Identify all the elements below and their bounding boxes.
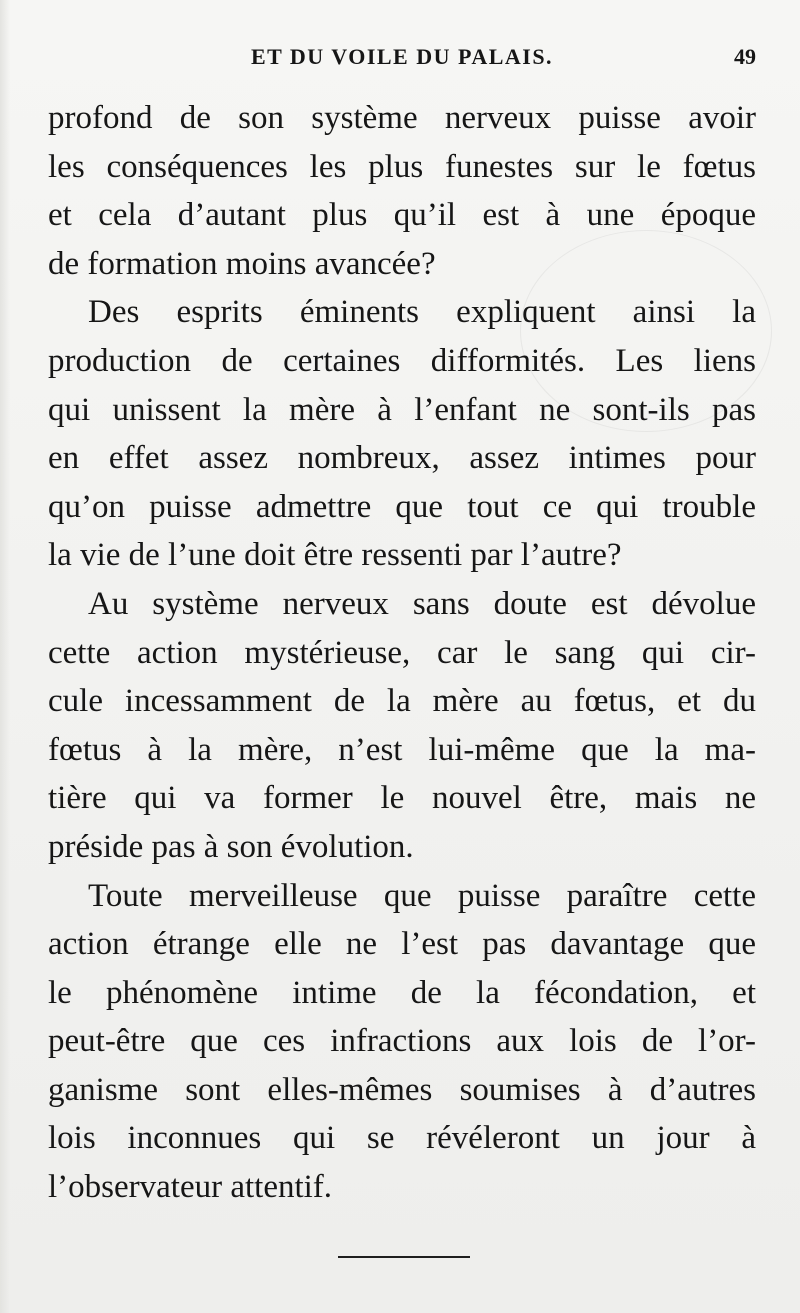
paragraph-3 (48, 580, 756, 872)
text-line: et cela d’autant plus qu’il est à une époque (48, 197, 756, 234)
text-line: Toute merveilleuse que puisse paraître cette (88, 877, 756, 914)
page-number: 49 (734, 44, 756, 69)
chapter-end-rule (338, 1256, 470, 1258)
text-line: qu’on puisse admettre que tout ce qui trouble (48, 488, 756, 525)
text-line: ganisme sont elles-mêmes soumises à d’autres (48, 1071, 756, 1108)
text-line: lois inconnues qui se révéleront un jour à (48, 1120, 756, 1157)
body-text (48, 94, 756, 1212)
text-line: de formation moins avancée? (48, 245, 436, 282)
text-line: le phénomène intime de la fécondation, et (48, 974, 756, 1011)
text-line: peut-être que ces infractions aux lois de l’or- (48, 1023, 756, 1060)
text-line: action étrange elle ne l’est pas davantage que (48, 926, 756, 963)
text-line: cette action mystérieuse, car le sang qui cir- (48, 634, 756, 671)
text-line: l’observateur attentif. (48, 1169, 333, 1206)
running-title: ET DU VOILE DU PALAIS. (250, 44, 554, 69)
text-line: tière qui va former le nouvel être, mais ne (48, 780, 756, 817)
paragraph-4 (48, 872, 756, 1212)
running-header (48, 40, 756, 76)
text-line: qui unissent la mère à l’enfant ne sont-ils pas (48, 391, 756, 428)
text-line: fœtus à la mère, n’est lui-même que la ma- (48, 731, 756, 768)
text-line: Au système nerveux sans doute est dévolue (88, 585, 756, 622)
text-line: la vie de l’une doit être ressenti par l’autre? (48, 537, 622, 574)
text-line: profond de son système nerveux puisse avoir (48, 100, 756, 136)
text-line: Des esprits éminents expliquent ainsi la (88, 294, 756, 331)
text-line: les conséquences les plus funestes sur le fœtus (48, 148, 756, 185)
paragraph-1 (48, 94, 756, 288)
page-edge-shadow (0, 0, 10, 1313)
text-line: préside pas à son évolution. (48, 828, 414, 865)
text-line: production de certaines difformités. Les liens (48, 342, 756, 379)
text-line: cule incessamment de la mère au fœtus, et du (48, 683, 756, 720)
text-line: en effet assez nombreux, assez intimes pour (48, 440, 756, 477)
paragraph-2 (48, 288, 756, 580)
